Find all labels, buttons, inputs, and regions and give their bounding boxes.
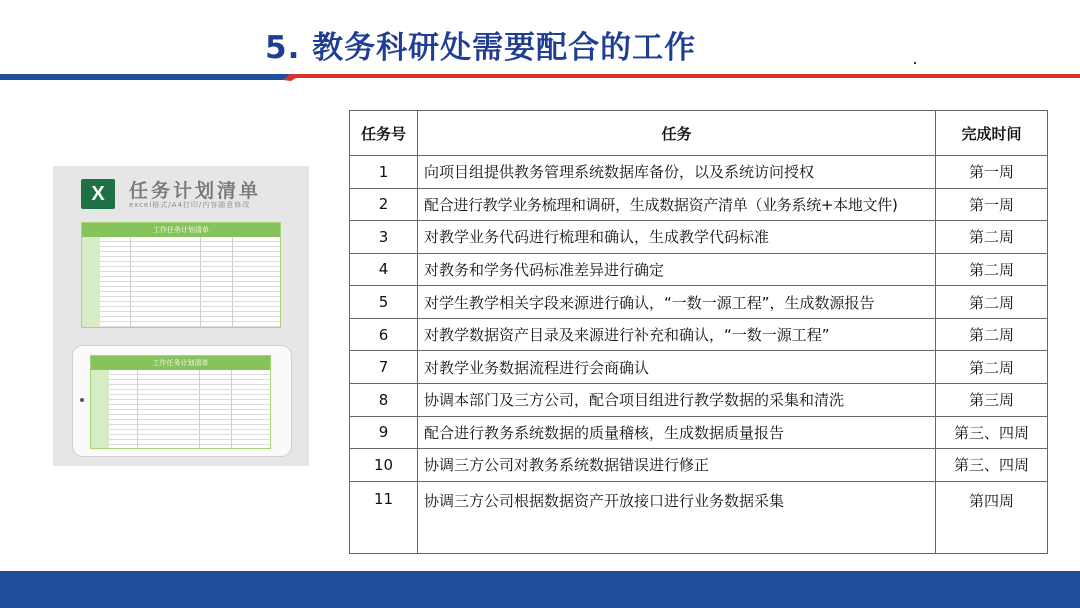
task-desc: 对教学业务数据流程进行会商确认 [418, 351, 936, 384]
preview-title: 任务计划清单 [129, 180, 262, 202]
task-no: 3 [350, 221, 418, 254]
table-row [350, 481, 1048, 553]
tablet-home-button [80, 398, 84, 402]
header-task-no: 任务号 [350, 111, 418, 156]
table-header-row [350, 111, 1048, 156]
table-row [350, 221, 1048, 254]
preview-sheet-large [81, 222, 281, 328]
task-desc: 配合进行教务系统数据的质量稽核，生成数据质量报告 [418, 416, 936, 449]
task-time: 第一周 [936, 188, 1048, 221]
preview-subtitle: excel格式/A4打印/内容随意修改 [129, 201, 251, 209]
task-no: 2 [350, 188, 418, 221]
preview-sheet-title-small: 工作任务计划清单 [91, 356, 270, 370]
task-time: 第三、四周 [936, 449, 1048, 482]
task-no: 1 [350, 156, 418, 189]
header-divider [0, 72, 1080, 82]
table-row [350, 416, 1048, 449]
task-desc: 协调三方公司对教务系统数据错误进行修正 [418, 449, 936, 482]
task-no: 5 [350, 286, 418, 319]
footer-bar [0, 571, 1080, 608]
task-time: 第二周 [936, 351, 1048, 384]
header-completion-time: 完成时间 [936, 111, 1048, 156]
task-no: 4 [350, 253, 418, 286]
task-time: 第一周 [936, 156, 1048, 189]
task-no: 11 [350, 481, 418, 553]
task-time: 第二周 [936, 286, 1048, 319]
excel-icon: X [81, 179, 115, 209]
table-row [350, 253, 1048, 286]
task-desc: 对学生教学相关字段来源进行确认，“一数一源工程”，生成数源报告 [418, 286, 936, 319]
task-no: 10 [350, 449, 418, 482]
slide-title: 5. 教务科研处需要配合的工作 [265, 30, 697, 66]
table-row [350, 449, 1048, 482]
table-row [350, 318, 1048, 351]
table-row [350, 351, 1048, 384]
task-desc: 对教务和学务代码标准差异进行确定 [418, 253, 936, 286]
task-desc: 向项目组提供教务管理系统数据库备份，以及系统访问授权 [418, 156, 936, 189]
task-time: 第二周 [936, 318, 1048, 351]
table-row [350, 156, 1048, 189]
task-time: 第三、四周 [936, 416, 1048, 449]
decorative-dot [914, 62, 916, 64]
header-task: 任务 [418, 111, 936, 156]
task-no: 7 [350, 351, 418, 384]
preview-sheet-small [90, 355, 271, 449]
task-no: 6 [350, 318, 418, 351]
task-table [349, 110, 1048, 554]
task-desc: 协调三方公司根据数据资产开放接口进行业务数据采集 [418, 481, 936, 553]
table-row [350, 188, 1048, 221]
preview-sheet-title: 工作任务计划清单 [82, 223, 280, 237]
task-time: 第二周 [936, 221, 1048, 254]
template-preview-image [53, 166, 309, 466]
task-no: 8 [350, 383, 418, 416]
task-desc: 配合进行教学业务梳理和调研，生成数据资产清单（业务系统+本地文件) [418, 188, 936, 221]
task-time: 第四周 [936, 481, 1048, 553]
task-desc: 对教学数据资产目录及来源进行补充和确认，“一数一源工程” [418, 318, 936, 351]
table-row [350, 286, 1048, 319]
task-time: 第三周 [936, 383, 1048, 416]
task-desc: 协调本部门及三方公司，配合项目组进行教学数据的采集和清洗 [418, 383, 936, 416]
table-row [350, 383, 1048, 416]
task-desc: 对教学业务代码进行梳理和确认，生成教学代码标准 [418, 221, 936, 254]
task-no: 9 [350, 416, 418, 449]
task-time: 第二周 [936, 253, 1048, 286]
